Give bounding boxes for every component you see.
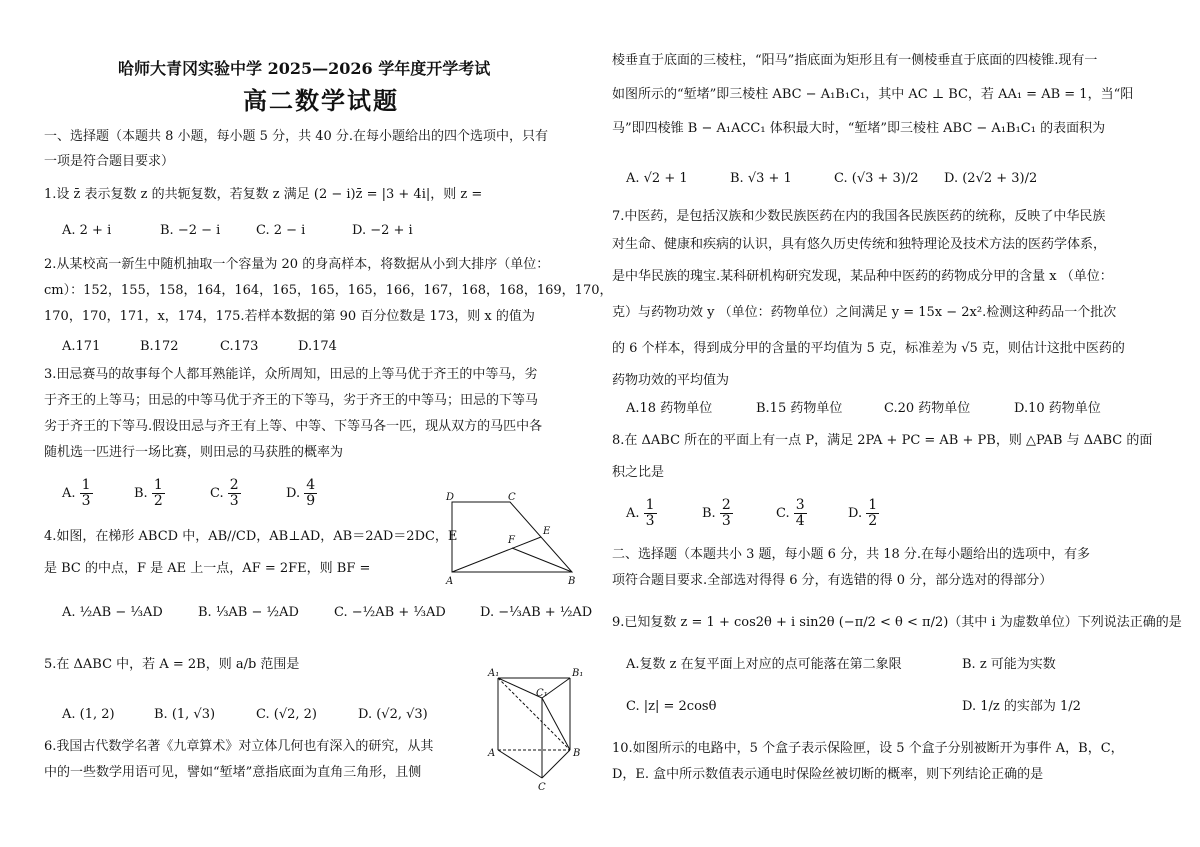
q4-option-a: A. ½AB − ⅓AD [62,605,163,620]
q1-option-c: C. 2 − i [256,223,306,238]
fraction: $\frac{2}{3}$ [229,477,239,509]
q1-stem: 1.设 z̄ 表示复数 z 的共轭复数，若复数 z 满足 (2 − i)z̄ = |3 + 4i|，则 z = [44,187,483,202]
fraction: $\frac{1}{3}$ [81,477,91,509]
label-c: C [508,492,516,503]
label-b1: B₁ [572,668,584,679]
option-label: B. [134,486,148,501]
fraction: $\frac{3}{4}$ [795,497,805,529]
q2-line2: cm）：152，155，158，164，164，165，165，165，166，167，168，168，169，170， [44,283,613,298]
q7-line6: 药物功效的平均值为 [612,373,730,388]
label-d: D [446,492,455,503]
prism-figure [484,666,584,796]
label-a: A [488,748,496,759]
q7-option-c: C.20 药物单位 [884,401,971,416]
label-a1: A₁ [488,668,500,679]
q8-option-b [702,498,733,529]
q2-option-b: B.172 [140,339,179,354]
q8-line1: 8.在 ΔABC 所在的平面上有一点 P，满足 2PA + PC = AB + PB，则 △PAB 与 ΔABC 的面 [612,433,1153,448]
diagonal-a1b [498,678,570,750]
exam-subtitle: 高二数学试题 [243,86,399,115]
q6-line5: 马”即四棱锥 B − A₁ACC₁ 体积最大时，“堑堵”即三棱柱 ABC − A₁B₁C₁ 的表面积为 [612,121,1106,136]
q2-option-a: A.171 [62,339,101,354]
label-b: B [573,748,581,759]
q8-option-d [848,498,879,529]
q9-option-d: D. 1/z 的实部为 1/2 [962,699,1081,714]
fraction: $\frac{1}{2}$ [153,477,163,509]
q6-option-b: B. √3 + 1 [730,171,792,186]
q7-line2: 对生命、健康和疾病的认识，具有悠久历史传统和独特理论及技术方法的医药学体系， [612,237,1107,252]
label-b: B [568,576,576,587]
option-label: B. [702,506,716,521]
q8-option-a [626,498,657,529]
q7-line4: 克）与药物功效 y （单位：药物单位）之间满足 y = 15x − 2x².检测这种药品一个批次 [612,305,1117,320]
q8-line2: 积之比是 [612,465,665,480]
q5-option-c: C. (√2, 2) [256,707,317,722]
q7-line5: 的 6 个样本，得到成分甲的含量的平均值为 5 克，标准差为 √5 克，则估计这批中医药的 [612,341,1125,356]
option-label: D. [848,506,863,521]
fraction: $\frac{4}{9}$ [306,477,316,509]
q7-line3: 是中华民族的瑰宝.某科研机构研究发现，某品种中医药的药物成分甲的含量 x （单位： [612,269,1113,284]
q3-line3: 劣于齐王的下等马.假设田忌与齐王有上等、中等、下等马各一匹，现从双方的马匹中各 [44,419,543,434]
fraction: $\frac{1}{2}$ [868,497,878,529]
label-f: F [508,535,515,546]
trapezoid-figure [444,488,584,588]
section1-heading-line2: 一项是符合题目要求） [44,154,175,169]
q5-option-a: A. (1, 2) [62,707,115,722]
q6-line2: 中的一些数学用语可见，譬如“堑堵”意指底面为直角三角形，且侧 [44,765,422,780]
label-c1: C₁ [536,688,548,699]
option-label: A. [626,506,640,521]
q3-option-a [62,478,93,509]
option-label: A. [62,486,76,501]
edge-cb [542,750,570,778]
q3-line4: 随机选一匹进行一场比赛，则田忌的马获胜的概率为 [44,445,344,460]
q10-line2: D，E. 盒中所示数值表示通电时保险丝被切断的概率，则下列结论正确的是 [612,767,1044,782]
q1-option-b: B. −2 − i [160,223,221,238]
section1-heading-line1: 一、选择题（本题共 8 小题，每小题 5 分，共 40 分.在每小题给出的四个选项中，只有 [44,129,549,144]
q3-line2: 于齐王的上等马；田忌的中等马优于齐王的下等马，劣于齐王的中等马；田忌的下等马 [44,393,539,408]
option-label: C. [210,486,224,501]
edge-ac [498,750,542,778]
q9-stem: 9.已知复数 z = 1 + cos2θ + i sin2θ (−π/2 < θ < π/2)（其中 i 为虚数单位）下列说法正确的是 [612,615,1182,630]
option-label: C. [776,506,790,521]
diagonal-c1b [542,698,570,750]
q6-line4: 如图所示的“堑堵”即三棱柱 ABC − A₁B₁C₁，其中 AC ⊥ BC，若 AA₁ = AB = 1，当“阳 [612,87,1134,102]
q7-line1: 7.中医药，是包括汉族和少数民族医药在内的我国各民族医药的统称，反映了中华民族 [612,209,1106,224]
q4-option-b: B. ⅓AB − ½AD [198,605,299,620]
q7-option-a: A.18 药物单位 [626,401,713,416]
q9-option-c: C. |z| = 2cosθ [626,699,717,714]
q4-line1: 4.如图，在梯形 ABCD 中，AB//CD，AB⊥AD，AB＝2AD＝2DC，E [44,529,458,544]
q1-option-d: D. −2 + i [352,223,413,238]
q9-option-b: B. z 可能为实数 [962,657,1056,672]
q6-line1: 6.我国古代数学名著《九章算术》对立体几何也有深入的研究，从其 [44,739,434,754]
q6-line3: 棱垂直于底面的三棱柱，“阳马”指底面为矩形且有一侧棱垂直于底面的四棱锥.现有一 [612,53,1098,68]
label-e: E [543,526,551,537]
q6-option-a: A. √2 + 1 [626,171,688,186]
q3-option-d [286,478,317,509]
q9-option-a: A.复数 z 在复平面上对应的点可能落在第二象限 [626,657,902,672]
q3-option-b [134,478,165,509]
q5-option-b: B. (1, √3) [154,707,216,722]
q1-option-a: A. 2 + i [62,223,112,238]
label-a: A [446,576,454,587]
q3-option-c [210,478,241,509]
q7-option-d: D.10 药物单位 [1014,401,1101,416]
q6-option-c: C. (√3 + 3)/2 [834,171,919,186]
q4-option-d: D. −⅓AB + ½AD [480,605,593,620]
q7-option-b: B.15 药物单位 [756,401,843,416]
exam-title: 哈师大青冈实验中学 2025—2026 学年度开学考试 [118,59,491,78]
label-c: C [538,782,546,793]
q4-line2: 是 BC 的中点，F 是 AE 上一点，AF = 2FE，则 BF = [44,561,371,576]
section2-heading-line2: 项符合题目要求.全部选对得得 6 分，有选错的得 0 分，部分选对的得部分） [612,573,1053,588]
q2-option-d: D.174 [298,339,337,354]
q10-line1: 10.如图所示的电路中，5 个盒子表示保险匣，设 5 个盒子分别被断开为事件 A，B，C， [612,741,1124,756]
q2-line3: 170，170，171，x，174，175.若样本数据的第 90 百分位数是 173，则 x 的值为 [44,309,535,324]
section2-heading-line1: 二、选择题（本题共小 3 题，每小题 6 分，共 18 分.在每小题给出的选项中，有多 [612,547,1091,562]
q5-option-d: D. (√2, √3) [358,707,428,722]
q2-line1: 2.从某校高一新生中随机抽取一个容量为 20 的身高样本，将数据从小到大排序（单位： [44,257,550,272]
q2-option-c: C.173 [220,339,259,354]
q6-option-d: D. (2√2 + 3)/2 [944,171,1038,186]
q3-line1: 3.田忌赛马的故事每个人都耳熟能详，众所周知，田忌的上等马优于齐王的中等马，劣 [44,367,538,382]
option-label: D. [286,486,301,501]
fraction: $\frac{2}{3}$ [721,497,731,529]
q5-stem: 5.在 ΔABC 中，若 A = 2B，则 a/b 范围是 [44,657,300,672]
q4-option-c: C. −½AB + ⅓AD [334,605,446,620]
segment-bf [512,548,572,572]
q8-option-c [776,498,807,529]
fraction: $\frac{1}{3}$ [645,497,655,529]
